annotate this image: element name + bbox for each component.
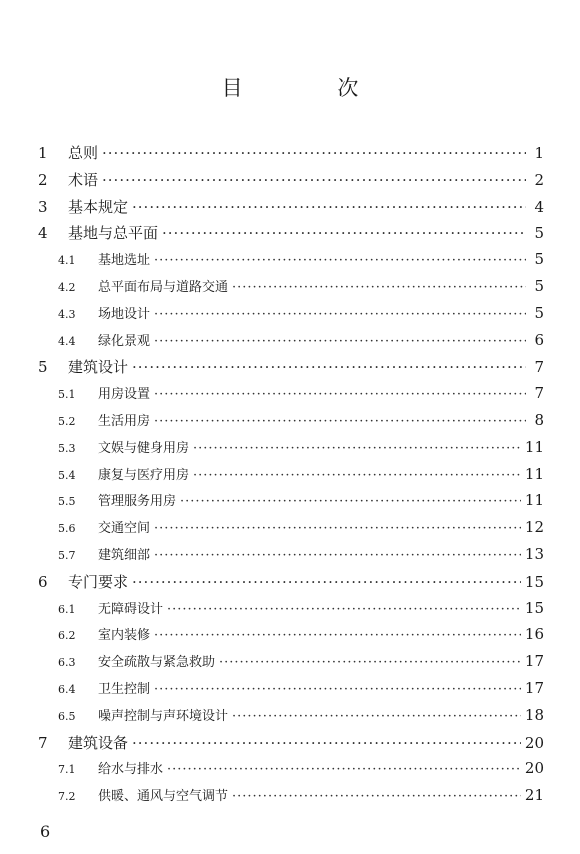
toc-entry-number: 6.3 [58,656,76,670]
toc-section-entry[interactable] [38,330,544,357]
toc-entry-label: 文娱与健身用房 [98,440,190,456]
toc-leader-dots [162,224,526,242]
toc-entry-number: 3 [38,197,48,216]
toc-leader-dots [154,387,526,402]
toc-entry-label: 术语 [68,170,99,189]
toc-leader-dots [167,762,521,777]
toc-leader-dots [154,682,521,697]
toc-entry-number: 4 [38,224,48,243]
toc-section-entry[interactable] [38,249,544,276]
toc-entry-label: 康复与医疗用房 [98,467,190,483]
toc-leader-dots [154,253,526,268]
toc-entry-page: 5 [534,303,544,322]
toc-leader-dots [180,494,521,509]
toc-entry-label: 卫生控制 [98,681,151,697]
toc-entry-page: 6 [534,330,544,349]
toc-leader-dots [154,334,526,349]
toc-entry-label: 无障碍设计 [98,601,164,617]
toc-leader-dots [154,414,526,429]
toc-entry-page: 5 [534,276,544,295]
toc-entry-label: 场地设计 [98,306,151,322]
toc-entry-page: 11 [524,491,544,510]
toc-entry-number: 2 [38,170,48,189]
toc-entry-label: 建筑细部 [98,547,151,563]
toc-chapter-entry[interactable] [38,196,544,223]
toc-section-entry[interactable] [38,598,544,625]
toc-entry-number: 5.3 [58,441,76,455]
toc-section-entry[interactable] [38,410,544,437]
toc-section-entry[interactable] [38,276,544,303]
toc-section-entry[interactable] [38,651,544,678]
toc-entry-number: 7.2 [58,790,76,804]
toc-entry-page: 8 [534,410,544,429]
toc-entry-label: 建筑设备 [68,733,129,752]
toc-entry-number: 5 [38,358,48,377]
toc-leader-dots [132,358,526,376]
toc-entry-number: 5.6 [58,522,76,536]
toc-leader-dots [219,655,521,670]
toc-leader-dots [154,307,526,322]
toc-section-entry[interactable] [38,624,544,651]
toc-leader-dots [102,144,526,162]
toc-section-entry[interactable] [38,705,544,732]
toc-entry-number: 6.4 [58,682,76,696]
toc-entry-page: 4 [534,197,544,216]
toc-entry-page: 20 [524,759,544,778]
toc-leader-dots [154,521,521,536]
toc-entry-label: 基地选址 [98,253,151,269]
toc-entry-page: 16 [524,625,544,644]
toc-entry-label: 生活用房 [98,413,151,429]
toc-leader-dots [232,789,521,804]
toc-entry-number: 4.4 [58,334,76,348]
toc-entry-page: 17 [524,678,544,697]
toc-leader-dots [232,280,526,295]
toc-entry-page: 7 [534,358,544,377]
toc-entry-page: 5 [534,250,544,269]
toc-entry-number: 4.1 [58,254,76,268]
toc-entry-label: 基地与总平面 [68,224,159,243]
toc-entry-label: 室内装修 [98,628,151,644]
toc-section-entry[interactable] [38,383,544,410]
toc-section-entry[interactable] [38,303,544,330]
toc-entry-number: 7.1 [58,763,76,777]
toc-entry-page: 1 [534,144,544,162]
toc-entry-number: 4.2 [58,280,76,294]
toc-entry-label: 专门要求 [68,572,129,591]
toc-entry-page: 17 [524,652,544,671]
toc-entry-page: 7 [534,384,544,403]
toc-chapter-entry[interactable] [38,571,544,598]
toc-chapter-entry[interactable] [38,222,544,249]
toc-section-entry[interactable] [38,517,544,544]
toc-entry-page: 5 [534,224,544,243]
toc-leader-dots [102,171,526,189]
toc-entry-label: 绿化景观 [98,333,151,349]
page-title: 目 次 [221,76,403,100]
toc-entry-page: 12 [524,518,544,537]
toc-entry-number: 5.2 [58,414,76,428]
toc-entry-label: 基本规定 [68,197,129,216]
toc-entry-number: 6 [38,572,48,591]
toc-entry-number: 6.5 [58,709,76,723]
toc-entry-number: 6.1 [58,602,76,616]
toc-leader-dots [232,709,521,724]
toc-entry-page: 15 [524,598,544,617]
toc-section-entry[interactable] [38,758,544,785]
toc-entry-page: 13 [524,544,544,563]
toc-leader-dots [167,602,521,617]
toc-chapter-entry[interactable] [38,169,544,196]
toc-section-entry[interactable] [38,464,544,491]
table-of-contents [38,142,544,812]
toc-entry-number: 5.5 [58,495,76,509]
toc-entry-label: 安全疏散与紧急救助 [98,655,216,671]
toc-leader-dots [154,548,521,563]
toc-leader-dots [132,198,526,216]
toc-section-entry[interactable] [38,544,544,571]
toc-entry-label: 总平面布局与道路交通 [98,279,229,295]
toc-entry-number: 5.7 [58,548,76,562]
toc-entry-page: 20 [524,733,544,752]
toc-leader-dots [193,441,521,456]
toc-entry-label: 噪声控制与声环境设计 [98,708,229,724]
toc-entry-page: 18 [524,705,544,724]
toc-entry-label: 总则 [68,144,99,162]
toc-entry-number: 1 [38,144,48,162]
toc-entry-label: 给水与排水 [98,762,164,778]
toc-entry-number: 7 [38,733,48,752]
toc-entry-label: 交通空间 [98,521,151,537]
toc-chapter-entry[interactable] [38,142,544,169]
toc-entry-page: 2 [534,170,544,189]
toc-entry-page: 21 [524,786,544,805]
toc-leader-dots [154,628,521,643]
toc-section-entry[interactable] [38,490,544,517]
toc-entry-number: 5.1 [58,388,76,402]
toc-leader-dots [193,468,521,483]
page-number: 6 [40,822,51,841]
toc-entry-label: 用房设置 [98,387,151,403]
toc-section-entry[interactable] [38,785,544,812]
toc-entry-page: 11 [524,437,544,456]
toc-chapter-entry[interactable] [38,732,544,759]
toc-entry-page: 11 [524,464,544,483]
toc-entry-label: 建筑设计 [68,358,129,377]
toc-leader-dots [132,734,521,752]
toc-entry-number: 4.3 [58,307,76,321]
toc-entry-label: 供暖、通风与空气调节 [98,789,229,805]
toc-entry-number: 6.2 [58,629,76,643]
toc-leader-dots [132,573,521,591]
toc-chapter-entry[interactable] [38,356,544,383]
toc-entry-number: 5.4 [58,468,76,482]
toc-section-entry[interactable] [38,437,544,464]
toc-entry-page: 15 [524,572,544,591]
toc-entry-label: 管理服务用房 [98,494,177,510]
toc-section-entry[interactable] [38,678,544,705]
